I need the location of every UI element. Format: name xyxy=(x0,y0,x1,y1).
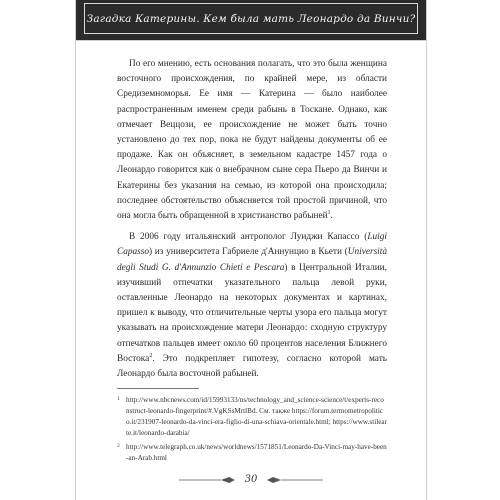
footnote-1-number: 1 xyxy=(117,396,120,402)
page-number-block xyxy=(76,474,426,485)
paragraph-1-text: По его мнению, есть основания полагать, что это была женщина восточного происхождения, по крайней мере, из области Средиземноморья. Ее имя — Катерина — было наиболее распространенным именем среди рабынь в Тоскане. Однако, как отмечает Веццози, ее происхождение не может быть точно установлено до тех пор, пока не будут найдены документы об ее продаже. Как он объясняет, в земельном кадастре 1457 года о Леонардо говорится как о внебрачном сыне сера Пьеро да Винчи и Екатерины без указания на семью, из которой она происходила; последнее обстоятельство объясняется той простой причиной, что она могла быть обращенной в христианство рабыней xyxy=(117,59,387,222)
left-ornament-icon xyxy=(177,476,239,484)
book-page xyxy=(75,0,427,500)
footnote-ref-1[interactable]: 1 xyxy=(327,209,331,216)
page-number: 30 xyxy=(244,474,258,485)
footnote-divider xyxy=(117,388,199,389)
right-ornament-icon xyxy=(263,476,325,484)
body-text xyxy=(117,57,387,388)
footnote-ref-2[interactable]: 2 xyxy=(149,352,153,359)
italic-name: Luigi Capasso xyxy=(117,232,387,258)
paragraph-2-part-1: В 2006 году итальянский антрополог Луиджи Капассо ( xyxy=(129,232,368,243)
paragraph-2-part-4: . Это подкрепляет гипотезу, согласно которой мать Леонардо была восточной рабыней. xyxy=(117,353,387,380)
footnote-1 xyxy=(117,395,387,439)
footnotes xyxy=(117,395,387,468)
paragraph-2-part-3: ) в Центральной Италии, изучивший отпечатки указательного пальца левой руки, оставленные Леонардо на некоторых документах и картинах, пришел к выводу, что отличительные черты узора его пальца могут указывать на происхождение матери Леонардо: сходную структуру отпечатков пальцев имеет около 60 процентов населения Ближнего Востока xyxy=(117,262,387,364)
paragraph-2-part-2: ) из университета Габриеле д'Аннунцио в Кьети ( xyxy=(149,247,348,258)
paragraph-1: По его мнению, есть основания полагать, что это была женщина восточного происхождения, по крайней мере, из области Средиземноморья. Ее имя — Катерина — было наиболее распространенным именем среди рабынь в Тоскане. Однако, как отмечает Веццози, ее происхождение не может быть точно установлено до тех пор, пока не будут найдены документы об ее продаже. Как он объясняет, в земельном кадастре 1457 года о Леонардо говорится как о внебрачном сыне сера Пьеро да Винчи и Екатерины без указания на семью, из которой она происходила; последнее обстоятельство объясняется той простой причиной, что она могла быть обращенной в христианство рабыней$^1$. xyxy=(117,59,387,222)
footnote-2-number: 2 xyxy=(117,443,120,450)
italic-university: Università degli Studi G. d'Annunzio Chieti e Pescara xyxy=(117,247,387,273)
running-header xyxy=(76,0,426,41)
paragraph-2 xyxy=(117,230,387,382)
header-frame xyxy=(84,3,418,34)
header-title: Загадка Катерины. Кем была мать Леонардо да Винчи? xyxy=(86,12,416,25)
footnote-2 xyxy=(117,442,387,464)
footnote-1-link[interactable]: http://www.nbcnews.com/id/15993133/ns/technology_and_science-science/t/experts-reconstruct-leonardo-fingerprint/#.VgKSsMrtlBd. См. также https://forum.termometropolitico.it/231907-leonardo-da-vinci-era-figlio-di-una-schiava-orientale.html; https://www.stilearte.it/leonardo-darabia/ xyxy=(126,396,387,438)
footnote-2-link[interactable]: http://www.telegraph.co.uk/news/worldnews/1571851/Leonardo-Da-Vinci-may-have-been-an-Arab.html xyxy=(126,443,387,463)
